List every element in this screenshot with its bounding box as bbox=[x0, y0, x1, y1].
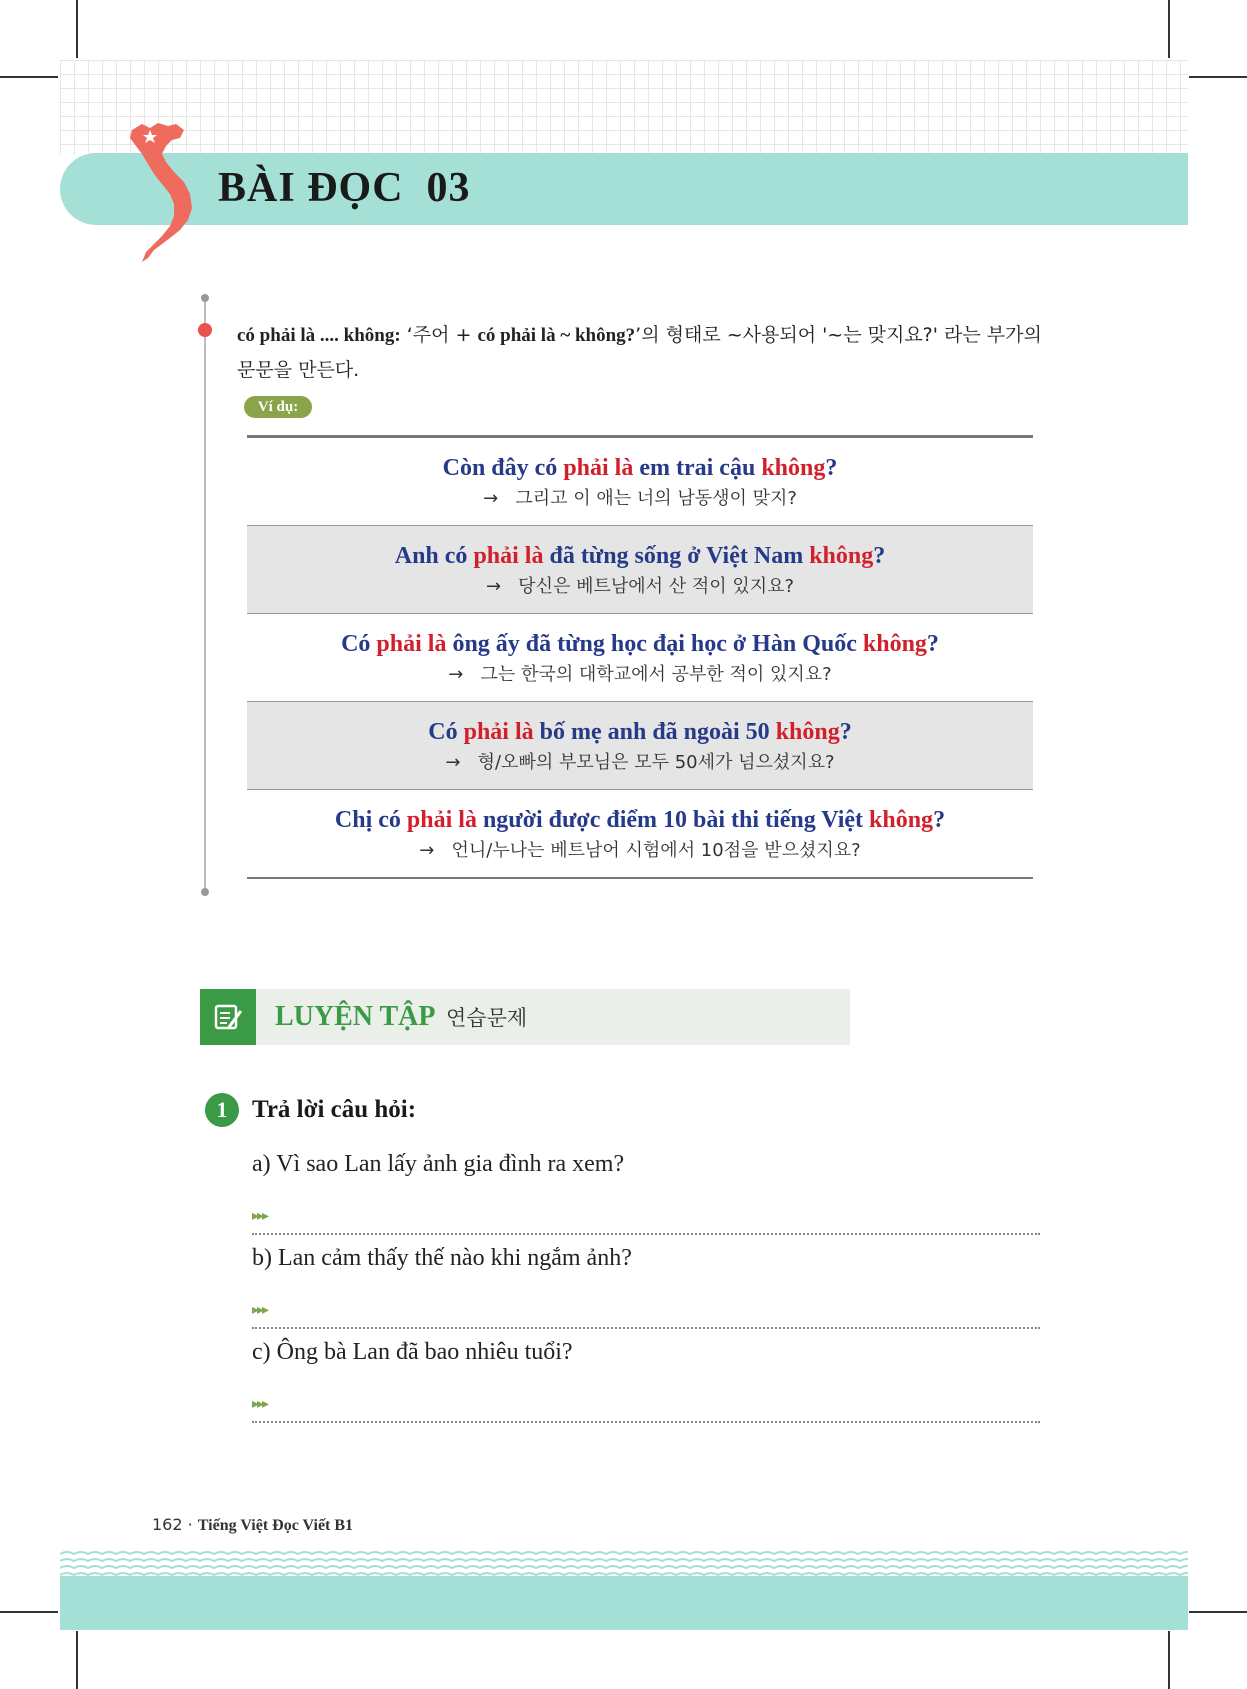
line-end-dot bbox=[201, 888, 209, 896]
example-label-badge: Ví dụ: bbox=[244, 396, 312, 418]
example-text: Chị có bbox=[334, 807, 407, 833]
example-vietnamese bbox=[247, 526, 1033, 571]
example-korean: → 당신은 베트남에서 산 적이 있지요? bbox=[485, 576, 795, 597]
example-keyword: không bbox=[761, 455, 826, 481]
page-title: BÀI ĐỌC 03 bbox=[218, 165, 471, 211]
exercise-number-badge: 1 bbox=[205, 1093, 239, 1127]
crop-mark bbox=[1189, 76, 1247, 78]
example-vietnamese bbox=[247, 614, 1033, 659]
example-keyword: không bbox=[775, 719, 840, 745]
exercise-heading: Trả lời câu hỏi: bbox=[252, 1096, 417, 1123]
example-text: ? bbox=[839, 719, 852, 745]
question-c: c) Ông bà Lan đã bao nhiêu tuổi? bbox=[252, 1339, 573, 1365]
example-keyword: phải là bbox=[463, 719, 534, 745]
example-row bbox=[247, 525, 1033, 613]
grammar-explanation-open: ‘주어 + bbox=[400, 324, 478, 346]
example-text: người được điểm 10 bài thi tiếng Việt bbox=[476, 807, 870, 833]
question-a: a) Vì sao Lan lấy ảnh gia đình ra xem? bbox=[252, 1151, 625, 1177]
example-keyword: phải là bbox=[406, 807, 477, 833]
example-keyword: không bbox=[862, 631, 927, 657]
grammar-rule bbox=[237, 318, 1047, 387]
crop-mark bbox=[1189, 1611, 1247, 1613]
example-text: ông ấy đã từng học đại học ở Hàn Quốc bbox=[446, 631, 863, 657]
header-grid-background bbox=[60, 60, 1188, 155]
example-vietnamese bbox=[247, 790, 1033, 835]
example-text: em trai cậu bbox=[633, 455, 762, 481]
footer-band bbox=[60, 1576, 1188, 1630]
pencil-note-icon bbox=[200, 989, 256, 1045]
example-text: ? bbox=[873, 543, 886, 569]
crop-mark bbox=[76, 0, 78, 58]
example-text: đã từng sống ở Việt Nam bbox=[543, 543, 810, 569]
crop-mark bbox=[76, 1631, 78, 1689]
page-footer bbox=[152, 1513, 353, 1538]
page-number: 162 · bbox=[152, 1515, 198, 1534]
answer-line[interactable] bbox=[252, 1421, 1040, 1423]
example-text: ? bbox=[933, 807, 946, 833]
grammar-pattern: có phải là .... không: bbox=[237, 325, 401, 346]
vietnam-map-icon bbox=[128, 120, 200, 265]
section-bullet-dot bbox=[198, 323, 212, 337]
example-vietnamese bbox=[247, 438, 1033, 483]
example-keyword: không bbox=[809, 543, 874, 569]
crop-mark bbox=[1168, 1631, 1170, 1689]
example-text: Còn đây có bbox=[442, 455, 564, 481]
examples-table bbox=[247, 435, 1033, 879]
answer-marker-icon: ▸▸▸ bbox=[252, 1396, 268, 1412]
book-title: Tiếng Việt Đọc Viết B1 bbox=[197, 1517, 354, 1534]
example-korean: → 언니/누나는 베트남어 시험에서 10점을 받으셨지요? bbox=[419, 840, 861, 861]
example-text: Có bbox=[428, 719, 464, 745]
example-row bbox=[247, 613, 1033, 701]
example-vietnamese bbox=[247, 702, 1033, 747]
example-row bbox=[247, 435, 1033, 525]
example-row bbox=[247, 701, 1033, 789]
example-text: ? bbox=[926, 631, 939, 657]
line-end-dot bbox=[201, 294, 209, 302]
practice-title: LUYỆN TẬP bbox=[275, 1001, 436, 1032]
example-keyword: phải là bbox=[563, 455, 634, 481]
grammar-form: có phải là ~ không? bbox=[477, 325, 636, 346]
example-text: Có bbox=[341, 631, 377, 657]
example-row bbox=[247, 789, 1033, 879]
answer-marker-icon: ▸▸▸ bbox=[252, 1208, 268, 1224]
crop-mark bbox=[0, 76, 58, 78]
answer-line[interactable] bbox=[252, 1233, 1040, 1235]
example-korean: → 그는 한국의 대학교에서 공부한 적이 있지요? bbox=[448, 664, 832, 685]
example-korean: → 그리고 이 애는 너의 남동생이 맞지? bbox=[483, 488, 797, 509]
example-text: ? bbox=[825, 455, 838, 481]
question-b: b) Lan cảm thấy thế nào khi ngắm ảnh? bbox=[252, 1245, 632, 1271]
crop-mark bbox=[0, 1611, 58, 1613]
example-text: Anh có bbox=[394, 543, 474, 569]
example-keyword: phải là bbox=[473, 543, 544, 569]
example-keyword: phải là bbox=[376, 631, 447, 657]
grammar-explanation-close: ’의 형태로 ~사용되어 '~는 맞지요?' 라는 부가의 문문을 만든다. bbox=[237, 324, 1042, 381]
answer-line[interactable] bbox=[252, 1327, 1040, 1329]
example-keyword: không bbox=[869, 807, 934, 833]
section-vertical-line bbox=[204, 298, 206, 892]
example-text: bố mẹ anh đã ngoài 50 bbox=[533, 719, 776, 745]
answer-marker-icon: ▸▸▸ bbox=[252, 1302, 268, 1318]
practice-title-korean: 연습문제 bbox=[446, 1006, 528, 1030]
example-korean: → 형/오빠의 부모님은 모두 50세가 넘으셨지요? bbox=[445, 752, 835, 773]
crop-mark bbox=[1168, 0, 1170, 58]
